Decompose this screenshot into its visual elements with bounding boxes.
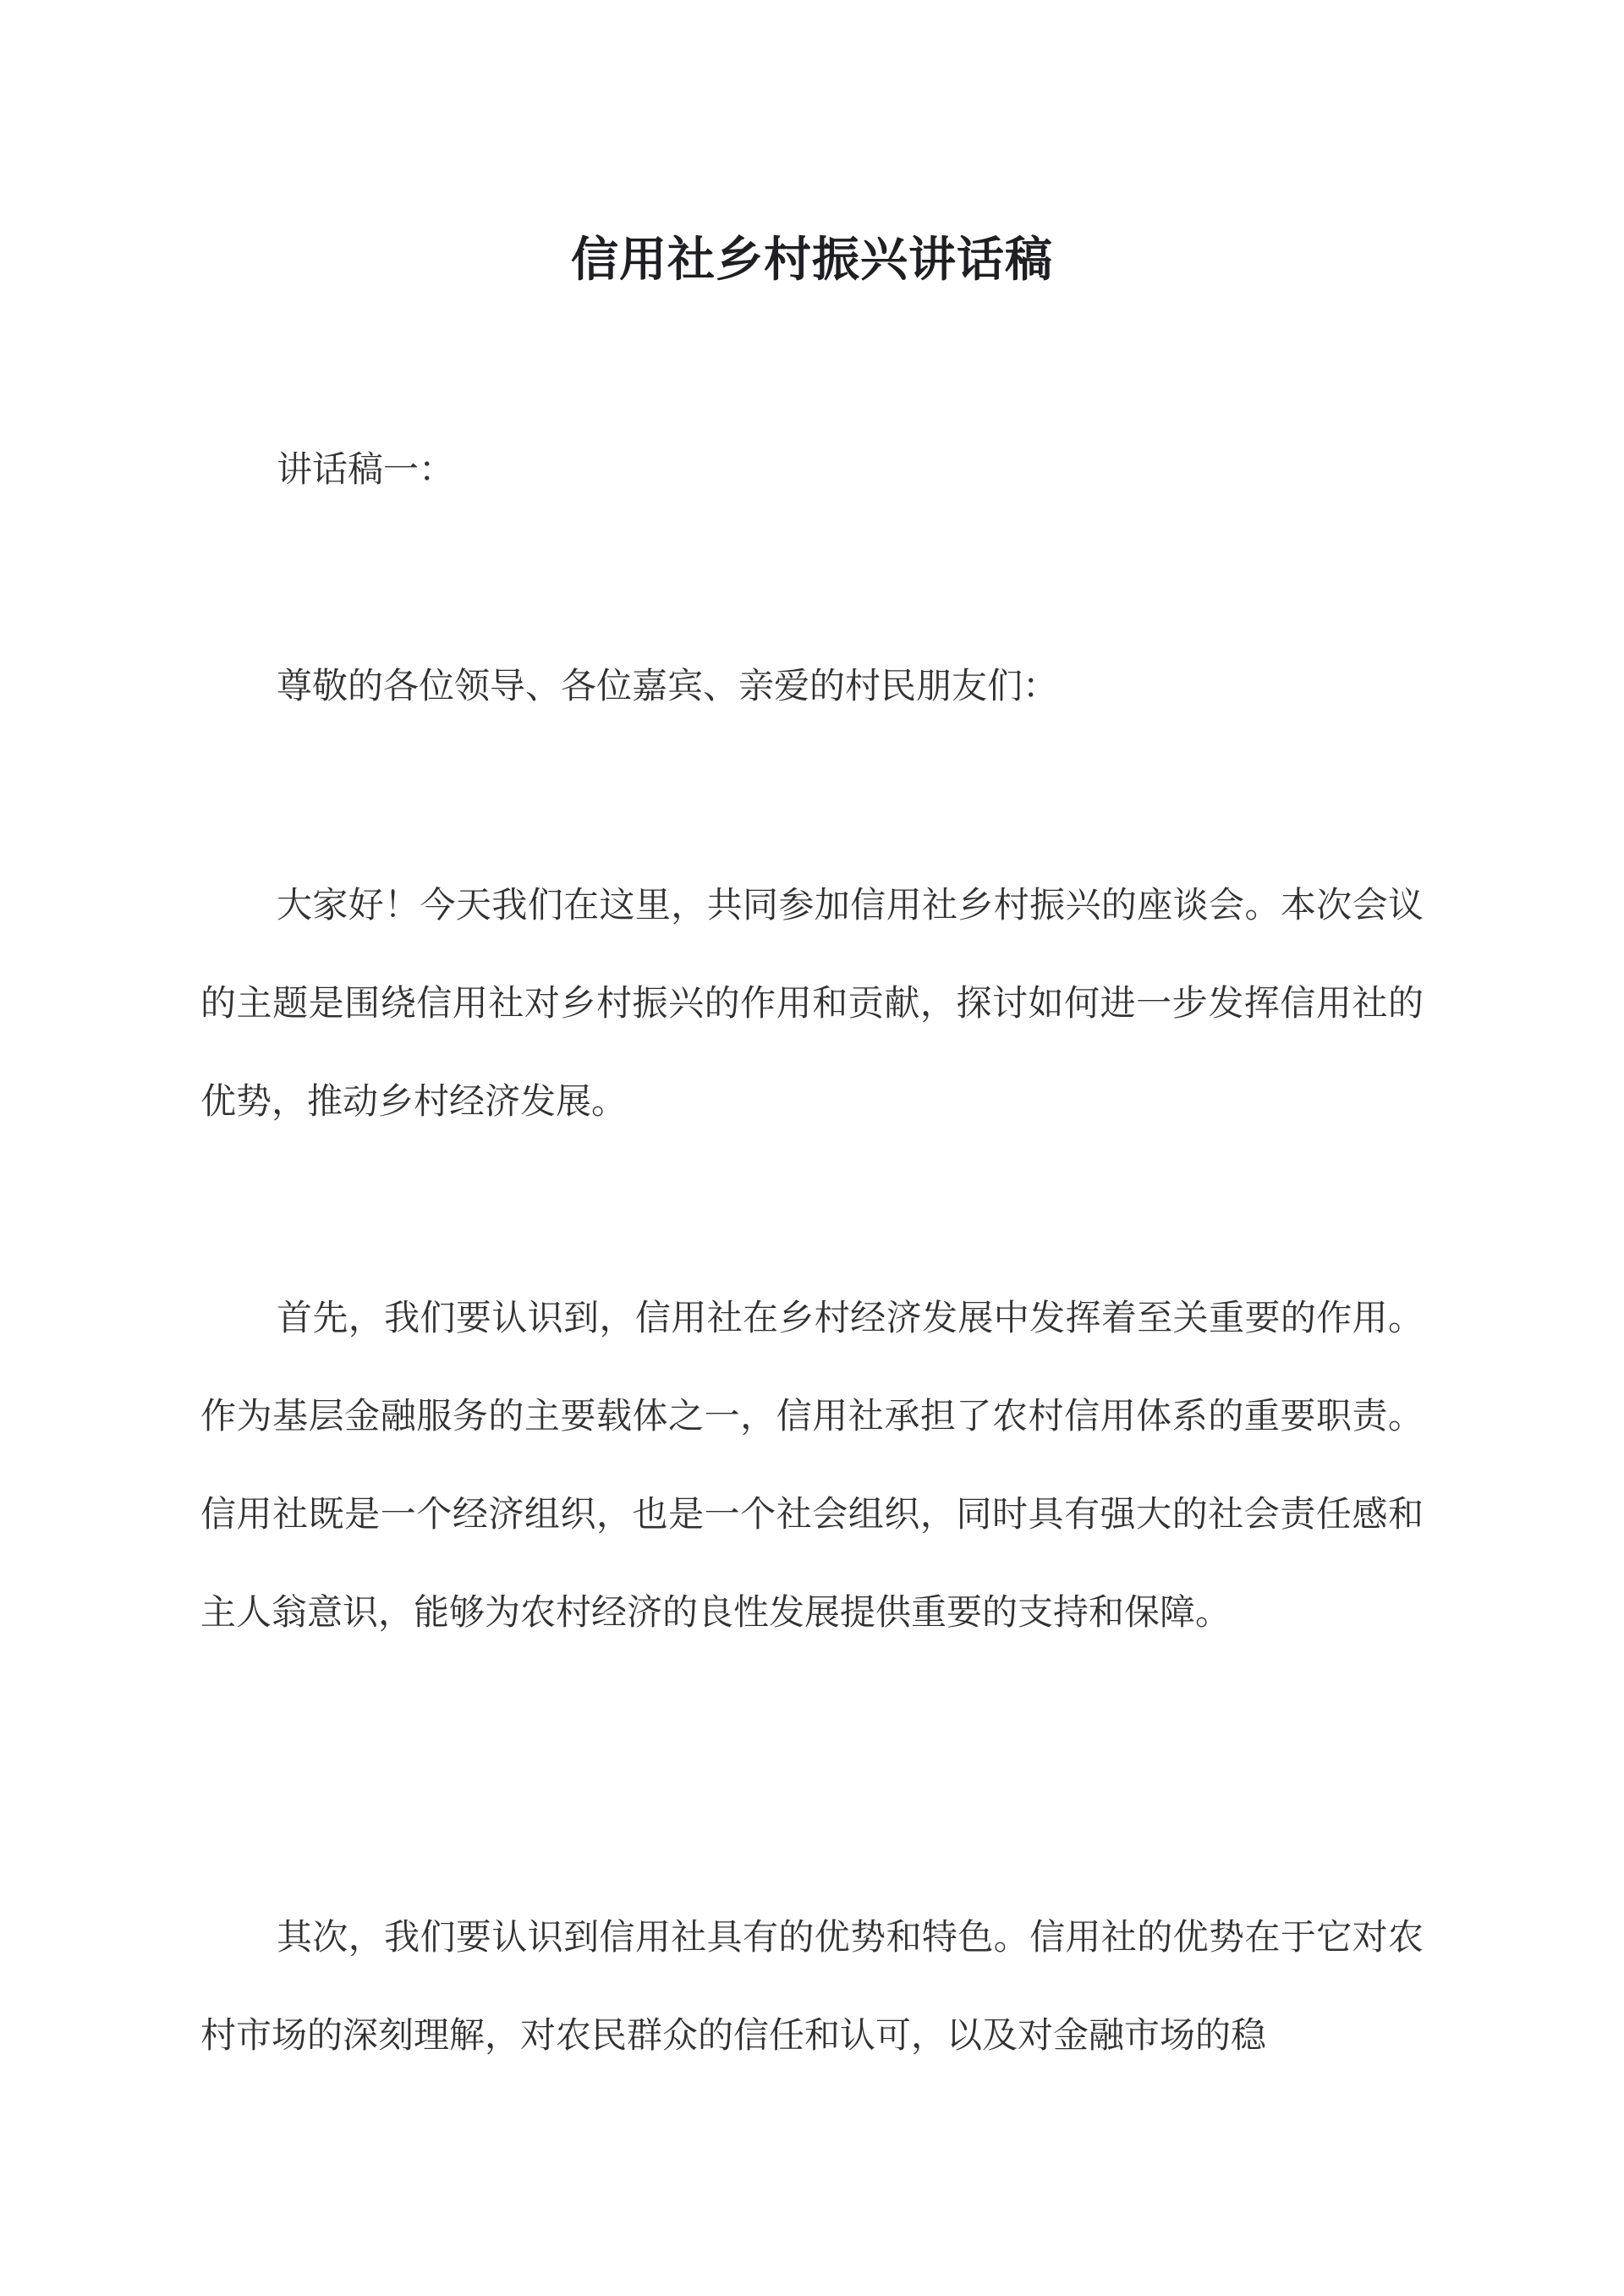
paragraph-3: 其次，我们要认识到信用社具有的优势和特色。信用社的优势在于它对农村市场的深刻理解，对农民群众的信任和认可，以及对金融市场的稳 — [200, 1916, 1424, 2056]
paragraph-2: 首先，我们要认识到，信用社在乡村经济发展中发挥着至关重要的作用。作为基层金融服务的主要载体之一，信用社承担了农村信用体系的重要职责。信用社既是一个经济组织，也是一个社会组织，同时具有强大的社会责任感和主人翁意识，能够为农村经济的良性发展提供重要的支持和保障。 — [200, 1297, 1424, 1633]
salutation: 尊敬的各位领导、各位嘉宾、亲爱的村民朋友们： — [277, 665, 1059, 706]
section-label: 讲话稿一： — [277, 448, 455, 490]
paragraph-1: 大家好！今天我们在这里，共同参加信用社乡村振兴的座谈会。本次会议的主题是围绕信用社对乡村振兴的作用和贡献，探讨如何进一步发挥信用社的优势，推动乡村经济发展。 — [200, 884, 1424, 1122]
document-title: 信用社乡村振兴讲话稿 — [571, 231, 1053, 288]
